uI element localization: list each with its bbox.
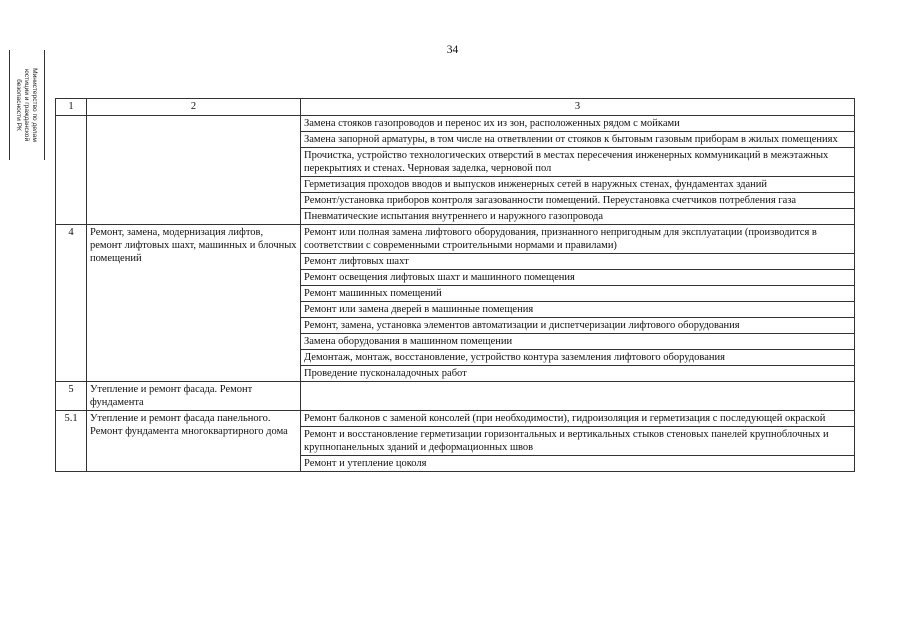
section-number-cell: 4 bbox=[56, 225, 87, 382]
stamp-line: юстиции и гражданской bbox=[23, 68, 30, 142]
header-cell-2: 2 bbox=[87, 99, 301, 116]
work-item-cell: Ремонт балконов с заменой консолей (при необходимости), гидроизоляция и герметизация с последующей окраской bbox=[301, 411, 855, 427]
work-item-cell: Замена стояков газопроводов и перенос их из зон, расположенных рядом с мойками bbox=[301, 116, 855, 132]
stamp-border-left bbox=[9, 50, 10, 160]
header-cell-1: 1 bbox=[56, 99, 87, 116]
work-item-cell: Ремонт или полная замена лифтового оборудования, признанного непригодным для эксплуатации (производится в соответствии с современными строительными нормами и правилами) bbox=[301, 225, 855, 254]
table-row bbox=[56, 225, 855, 254]
ministry-stamp bbox=[3, 46, 49, 164]
work-item-cell bbox=[301, 382, 855, 411]
section-number-cell: 5 bbox=[56, 382, 87, 411]
table-row bbox=[56, 116, 855, 132]
stamp-border-right bbox=[44, 50, 45, 160]
work-item-cell: Герметизация проходов вводов и выпусков инженерных сетей в наружных стенах, фундаментах зданий bbox=[301, 177, 855, 193]
work-item-cell: Прочистка, устройство технологических отверстий в местах пересечения инженерных коммуникаций в межэтажных перекрытиях и стенах. Черновая заделка, черновой пол bbox=[301, 148, 855, 177]
work-item-cell: Демонтаж, монтаж, восстановление, устройство контура заземления лифтового оборудования bbox=[301, 350, 855, 366]
table-header-row bbox=[56, 99, 855, 116]
work-item-cell: Ремонт и утепление цоколя bbox=[301, 456, 855, 472]
work-item-cell: Замена запорной арматуры, в том числе на ответвлении от стояков к бытовым газовым приборам в жилых помещениях bbox=[301, 132, 855, 148]
work-item-cell: Замена оборудования в машинном помещении bbox=[301, 334, 855, 350]
work-item-cell: Проведение пусконаладочных работ bbox=[301, 366, 855, 382]
section-number-cell bbox=[56, 116, 87, 225]
stamp-line: безопасности РК bbox=[15, 79, 22, 131]
header-cell-3: 3 bbox=[301, 99, 855, 116]
section-title-cell: Утепление и ремонт фасада панельного. Ремонт фундамента многоквартирного дома bbox=[87, 411, 301, 472]
work-item-cell: Ремонт лифтовых шахт bbox=[301, 254, 855, 270]
stamp-text bbox=[14, 47, 38, 163]
work-item-cell: Ремонт машинных помещений bbox=[301, 286, 855, 302]
table-row bbox=[56, 411, 855, 427]
work-item-cell: Ремонт/установка приборов контроля загазованности помещений. Переустановка счетчиков потребления газа bbox=[301, 193, 855, 209]
work-item-cell: Ремонт и восстановление герметизации горизонтальных и вертикальных стыков стеновых панелей крупноблочных и крупнопанельных зданий и деформационных швов bbox=[301, 427, 855, 456]
section-title-cell bbox=[87, 116, 301, 225]
works-table bbox=[55, 98, 855, 472]
work-item-cell: Ремонт или замена дверей в машинные помещения bbox=[301, 302, 855, 318]
table-row bbox=[56, 382, 855, 411]
page-number: 34 bbox=[446, 44, 459, 56]
section-title-cell: Ремонт, замена, модернизация лифтов, ремонт лифтовых шахт, машинных и блочных помещений bbox=[87, 225, 301, 382]
work-item-cell: Пневматические испытания внутреннего и наружного газопровода bbox=[301, 209, 855, 225]
work-item-cell: Ремонт, замена, установка элементов автоматизации и диспетчеризации лифтового оборудования bbox=[301, 318, 855, 334]
work-item-cell: Ремонт освещения лифтовых шахт и машинного помещения bbox=[301, 270, 855, 286]
section-number-cell: 5.1 bbox=[56, 411, 87, 472]
stamp-line: Министерство по делам bbox=[31, 68, 38, 142]
section-title-cell: Утепление и ремонт фасада. Ремонт фундамента bbox=[87, 382, 301, 411]
